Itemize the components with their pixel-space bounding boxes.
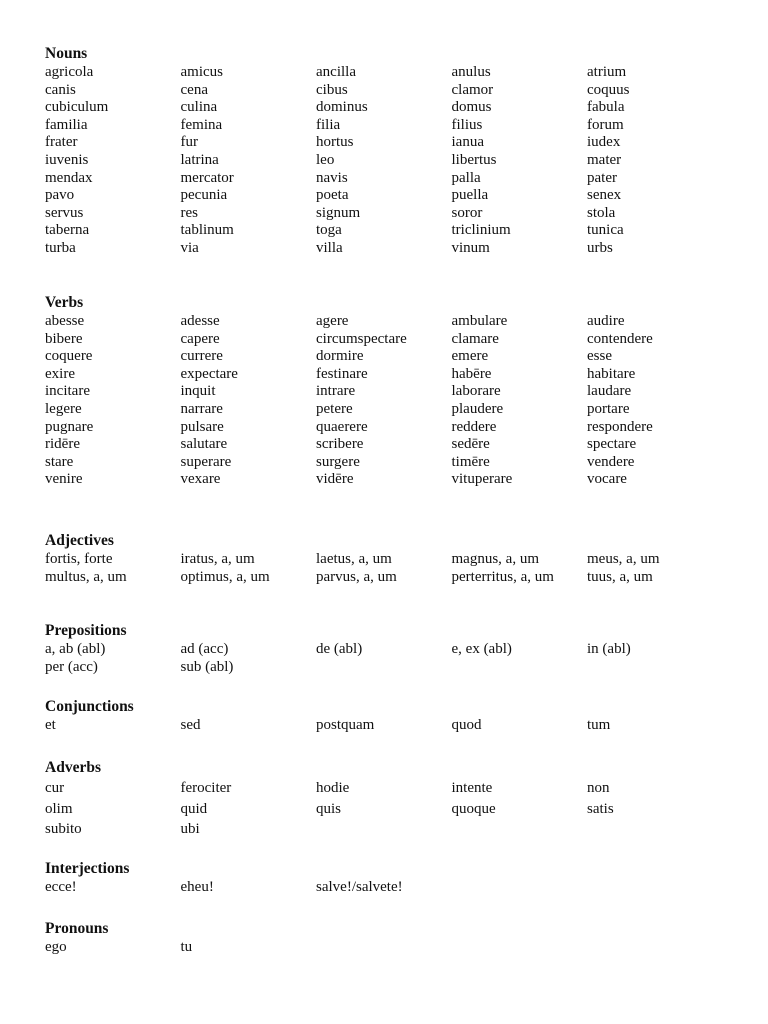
vocab-word: eheu! — [180, 879, 214, 895]
vocab-word: quoque — [451, 800, 496, 817]
vocab-word: salutare — [180, 436, 228, 453]
vocab-word: petere — [316, 400, 353, 417]
vocab-word: vidēre — [316, 471, 354, 488]
vocab-word: tum — [587, 717, 611, 733]
vocab-word: portare — [587, 400, 630, 417]
vocab-word: adesse — [180, 313, 220, 329]
section-interjections — [45, 859, 745, 897]
vocab-word: toga — [316, 222, 342, 239]
vocab-word: fabula — [587, 99, 625, 116]
vocab-word: stola — [587, 204, 616, 221]
vocab-word: bibere — [45, 330, 83, 347]
vocab-word: cena — [180, 81, 208, 98]
vocab-word: via — [180, 239, 199, 256]
vocab-word: inquit — [180, 383, 216, 400]
vocab-word: parvus, a, um — [316, 568, 397, 585]
vocab-word: filius — [451, 116, 483, 133]
vocab-word: in (abl) — [587, 641, 631, 657]
vocab-word: meus, a, um — [587, 551, 660, 567]
vocab-word: frater — [45, 134, 78, 151]
vocab-word: servus — [45, 204, 84, 221]
vocab-word: pater — [587, 169, 617, 186]
vocab-word: tunica — [587, 222, 624, 239]
vocab-word: habitare — [587, 365, 636, 382]
section-title: Adjectives — [45, 532, 114, 549]
vocab-word: taberna — [45, 222, 90, 239]
vocab-word: intente — [451, 780, 493, 796]
vocab-word: narrare — [180, 400, 223, 417]
vocab-word: intrare — [316, 383, 356, 400]
vocab-word: leo — [316, 151, 335, 168]
vocab-word: exire — [45, 365, 75, 382]
vocab-word: coquere — [45, 348, 93, 365]
vocab-word: reddere — [451, 418, 497, 435]
vocab-word: olim — [45, 800, 73, 817]
vocab-word: vocare — [587, 471, 627, 488]
vocab-word: salve!/salvete! — [316, 879, 403, 895]
section-verbs — [45, 293, 745, 489]
section-title: Adverbs — [45, 759, 101, 776]
vocab-word: laborare — [451, 383, 501, 400]
word-grid — [45, 717, 745, 735]
vocab-word: magnus, a, um — [451, 551, 539, 567]
vocab-word: urbs — [587, 239, 613, 256]
vocab-word: ridēre — [45, 436, 80, 453]
vocab-word: domus — [451, 99, 492, 116]
vocab-word: vinum — [451, 239, 490, 256]
vocab-word: audire — [587, 313, 625, 329]
vocab-word: clamare — [451, 330, 499, 347]
vocab-word: stare — [45, 453, 74, 470]
vocab-word: iudex — [587, 134, 621, 151]
vocab-word: anulus — [451, 64, 491, 80]
vocab-word: timēre — [451, 453, 490, 470]
section-title: Conjunctions — [45, 698, 134, 715]
vocab-word: et — [45, 717, 56, 733]
section-title: Nouns — [45, 45, 88, 62]
vocab-word: ianua — [451, 134, 484, 151]
vocab-word: forum — [587, 116, 624, 133]
vocab-word: e, ex (abl) — [451, 641, 512, 657]
vocab-word: agere — [316, 313, 349, 329]
vocab-word: hodie — [316, 780, 350, 796]
vocab-word: dormire — [316, 348, 364, 365]
vocab-word: senex — [587, 187, 622, 204]
vocab-word: amicus — [180, 64, 223, 80]
vocab-word: atrium — [587, 64, 627, 80]
vocab-word: hortus — [316, 134, 354, 151]
vocab-word: incitare — [45, 383, 90, 400]
section-title: Pronouns — [45, 920, 109, 937]
vocab-word: fortis, forte — [45, 551, 113, 567]
vocab-word: quod — [451, 717, 482, 733]
vocab-word: pecunia — [180, 187, 228, 204]
word-grid — [45, 313, 745, 489]
vocab-word: quid — [180, 800, 208, 817]
vocab-word: pugnare — [45, 418, 94, 435]
vocab-word: emere — [451, 348, 489, 365]
vocab-word: cur — [45, 780, 65, 796]
word-grid — [45, 64, 745, 258]
vocab-word: ancilla — [316, 64, 356, 80]
vocab-word: filia — [316, 116, 341, 133]
vocab-word: cibus — [316, 81, 348, 98]
vocab-word: expectare — [180, 365, 238, 382]
vocab-word: latrina — [180, 151, 219, 168]
vocab-word: cubiculum — [45, 99, 109, 116]
vocab-word: festinare — [316, 365, 368, 382]
vocab-word: non — [587, 780, 610, 796]
vocab-word: laetus, a, um — [316, 551, 392, 567]
vocab-word: vexare — [180, 471, 221, 488]
vocab-word: multus, a, um — [45, 568, 127, 585]
vocab-word: femina — [180, 116, 223, 133]
vocab-word: mater — [587, 151, 622, 168]
vocab-word: tu — [180, 939, 193, 955]
vocab-word: subito — [45, 821, 82, 837]
vocab-word: familia — [45, 116, 88, 133]
vocab-word: vendere — [587, 453, 635, 470]
vocab-word: pulsare — [180, 418, 224, 435]
vocab-word: surgere — [316, 453, 360, 470]
vocab-word: optimus, a, um — [180, 568, 270, 585]
section-conjunctions — [45, 697, 745, 735]
vocab-word: circumspectare — [316, 330, 407, 347]
vocab-word: postquam — [316, 717, 375, 733]
vocab-word: ad (acc) — [180, 641, 229, 657]
vocab-word: ego — [45, 939, 67, 955]
vocab-word: abesse — [45, 313, 85, 329]
vocab-word: satis — [587, 800, 614, 817]
vocab-word: fur — [180, 134, 198, 151]
section-title: Verbs — [45, 294, 84, 311]
vocab-word: sed — [180, 717, 201, 733]
section-title: Interjections — [45, 860, 130, 877]
vocab-word: perterritus, a, um — [451, 568, 554, 585]
vocab-word: tablinum — [180, 222, 234, 239]
vocab-word: quaerere — [316, 418, 368, 435]
section-nouns — [45, 44, 745, 258]
vocab-word: iratus, a, um — [180, 551, 255, 567]
vocab-word: tuus, a, um — [587, 568, 653, 585]
vocab-word: habēre — [451, 365, 492, 382]
vocab-word: ubi — [180, 821, 200, 837]
word-grid — [45, 879, 745, 897]
section-title: Prepositions — [45, 622, 127, 639]
vocab-word: respondere — [587, 418, 653, 435]
vocab-word: contendere — [587, 330, 653, 347]
vocab-word: plaudere — [451, 400, 504, 417]
vocab-word: coquus — [587, 81, 630, 98]
vocab-word: libertus — [451, 151, 497, 168]
vocab-word: villa — [316, 239, 343, 256]
section-adjectives — [45, 531, 745, 586]
vocab-word: res — [180, 204, 198, 221]
vocab-word: de (abl) — [316, 641, 363, 657]
vocab-word: canis — [45, 81, 76, 98]
vocab-word: culina — [180, 99, 218, 116]
word-grid — [45, 551, 745, 586]
vocab-word: a, ab (abl) — [45, 641, 106, 657]
vocab-word: pavo — [45, 187, 75, 204]
word-grid — [45, 939, 745, 957]
vocab-word: mercator — [180, 169, 234, 186]
vocab-word: poeta — [316, 187, 349, 204]
vocab-word: legere — [45, 400, 82, 417]
vocab-word: sub (abl) — [180, 658, 234, 675]
vocab-word: iuvenis — [45, 151, 89, 168]
vocab-word: clamor — [451, 81, 494, 98]
vocab-word: quis — [316, 800, 342, 817]
vocab-word: agricola — [45, 64, 94, 80]
vocab-word: superare — [180, 453, 232, 470]
vocab-word: scribere — [316, 436, 364, 453]
vocab-word: turba — [45, 239, 76, 256]
vocab-word: triclinium — [451, 222, 511, 239]
vocab-word: per (acc) — [45, 658, 98, 675]
section-prepositions — [45, 621, 745, 676]
word-grid — [45, 641, 745, 676]
vocab-word: palla — [451, 169, 481, 186]
vocab-word: spectare — [587, 436, 637, 453]
vocab-word: puella — [451, 187, 489, 204]
word-grid — [45, 778, 745, 840]
vocab-word: sedēre — [451, 436, 490, 453]
vocab-word: laudare — [587, 383, 632, 400]
section-pronouns — [45, 919, 745, 957]
vocab-word: signum — [316, 204, 361, 221]
vocab-word: ferociter — [180, 780, 232, 796]
vocab-word: venire — [45, 471, 83, 488]
vocab-word: soror — [451, 204, 483, 221]
section-adverbs — [45, 758, 745, 840]
vocab-word: mendax — [45, 169, 93, 186]
vocab-word: vituperare — [451, 471, 513, 488]
vocab-word: ecce! — [45, 879, 77, 895]
vocab-word: capere — [180, 330, 220, 347]
vocab-word: dominus — [316, 99, 368, 116]
vocab-word: navis — [316, 169, 348, 186]
vocab-word: esse — [587, 348, 612, 365]
vocab-word: ambulare — [451, 313, 508, 329]
vocab-word: currere — [180, 348, 223, 365]
